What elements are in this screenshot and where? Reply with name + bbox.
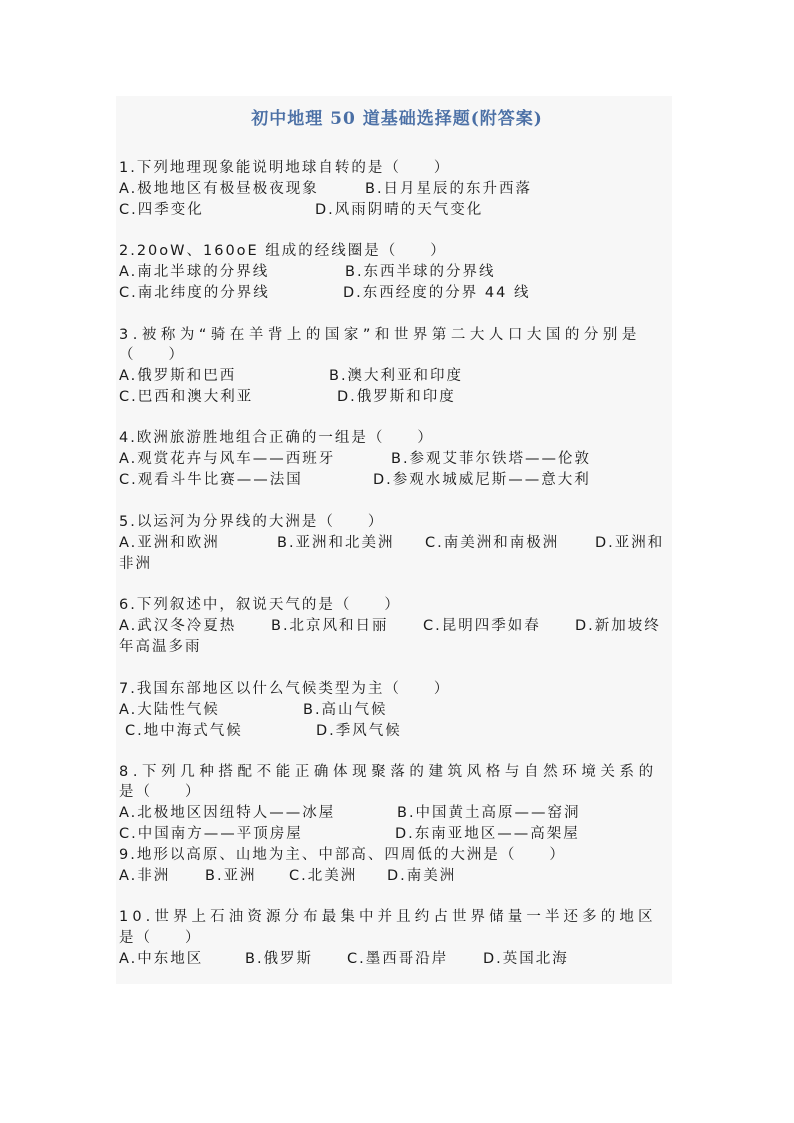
question-8-option-b: B.中国黄土高原——窑洞 [397,805,581,821]
question-9-options-row-1 [119,866,679,886]
question-3-option-b: B.澳大利亚和印度 [329,368,464,384]
question-10-stem-line-2: 是（ ） [119,930,202,946]
question-7-option-b: B.高山气候 [303,702,388,718]
question-1-option-d: D.风雨阴晴的天气变化 [315,202,484,218]
question-6-option-c: C.昆明四季如春 [423,618,541,634]
question-3-stem-line-2: （ ） [119,347,185,363]
question-4-options-row-1 [119,449,679,469]
question-9-stem: 9.地形以高原、山地为主、中部高、四周低的大洲是（ ） [119,847,566,863]
question-6-options-row-2: 年高温多雨 [119,639,202,655]
question-9-option-a: A.非洲 [119,868,171,884]
question-3-option-c: C.巴西和澳大利亚 [119,389,254,405]
question-10-stem-line-1: 10.世界上石油资源分布最集中并且约占世界储量一半还多的地区 [119,909,657,925]
question-8-stem-line-2: 是（ ） [119,784,202,800]
question-7-options-row-2 [125,721,679,741]
question-8-option-a: A.北极地区因纽特人——冰屋 [119,805,336,821]
question-9-option-b: B.亚洲 [205,868,257,884]
question-3-options-row-2 [119,387,679,407]
question-8-option-d: D.东南亚地区——高架屋 [395,826,580,842]
question-10-option-a: A.中东地区 [119,951,204,967]
question-1-stem: 1.下列地理现象能说明地球自转的是（ ） [119,160,451,176]
question-3-option-d: D.俄罗斯和印度 [337,389,456,405]
question-5-option-c: C.南美洲和南极洲 [425,535,560,551]
question-1-options-row-1 [119,179,679,199]
question-7-option-d: D.季风气候 [316,723,402,739]
question-9-option-c: C.北美洲 [289,868,358,884]
question-3-stem-line-1: 3.被称为“骑在羊背上的国家”和世界第二大人口大国的分别是 [119,327,641,343]
question-4-option-d: D.参观水城威尼斯——意大利 [373,472,591,488]
question-1-options-row-2 [119,200,679,220]
question-10-option-d: D.英国北海 [483,951,569,967]
question-4-option-b: B.参观艾菲尔铁塔——伦敦 [391,451,592,467]
question-2-option-b: B.东西半球的分界线 [345,264,496,280]
question-2-option-a: A.南北半球的分界线 [119,264,270,280]
question-8-option-c: C.中国南方——平顶房屋 [119,826,303,842]
question-3-option-a: A.俄罗斯和巴西 [119,368,237,384]
question-6-options-row-1 [119,616,679,636]
question-2-options-row-1 [119,262,679,282]
question-6-option-b: B.北京风和日丽 [271,618,389,634]
question-5-stem: 5.以运河为分界线的大洲是（ ） [119,514,385,530]
question-7-option-c: C.地中海式气候 [125,723,243,739]
question-10-option-c: C.墨西哥沿岸 [347,951,449,967]
question-1-option-c: C.四季变化 [119,202,204,218]
question-8-options-row-1 [119,803,679,823]
question-2-stem: 2.20oW、160oE 组成的经线圈是（ ） [119,243,447,259]
question-8-stem-line-1: 8.下列几种搭配不能正确体现聚落的建筑风格与自然环境关系的 [119,764,658,780]
question-6-stem: 6.下列叙述中，叙说天气的是（ ） [119,597,401,613]
question-6-option-d: D.新加坡终 [575,618,661,634]
question-5-options-row-1 [119,533,679,553]
question-4-option-a: A.观赏花卉与风车——西班牙 [119,451,336,467]
question-4-stem: 4.欧洲旅游胜地组合正确的一组是（ ） [119,430,434,446]
question-6-option-a: A.武汉冬冷夏热 [119,618,237,634]
question-7-stem: 7.我国东部地区以什么气候类型为主（ ） [119,681,451,697]
question-4-option-c: C.观看斗牛比赛——法国 [119,472,303,488]
document-title: 初中地理 50 道基础选择题(附答案) [251,109,543,129]
question-5-options-row-2: 非洲 [119,556,152,572]
question-2-option-c: C.南北纬度的分界线 [119,285,270,301]
question-10-options-row-1 [119,949,679,969]
question-9-option-d: D.南美洲 [387,868,457,884]
question-1-option-b: B.日月星辰的东升西落 [365,181,533,197]
question-2-option-d: D.东西经度的分界 44 线 [343,285,531,301]
question-4-options-row-2 [119,470,679,490]
question-10-option-b: B.俄罗斯 [245,951,314,967]
question-7-option-a: A.大陆性气候 [119,702,220,718]
question-7-options-row-1 [119,700,679,720]
question-5-option-d: D.亚洲和 [595,535,665,551]
question-5-option-b: B.亚洲和北美洲 [277,535,395,551]
question-2-options-row-2 [119,283,679,303]
question-8-options-row-2 [119,824,679,844]
question-5-option-a: A.亚洲和欧洲 [119,535,220,551]
question-1-option-a: A.极地地区有极昼极夜现象 [119,181,319,197]
question-3-options-row-1 [119,366,679,386]
